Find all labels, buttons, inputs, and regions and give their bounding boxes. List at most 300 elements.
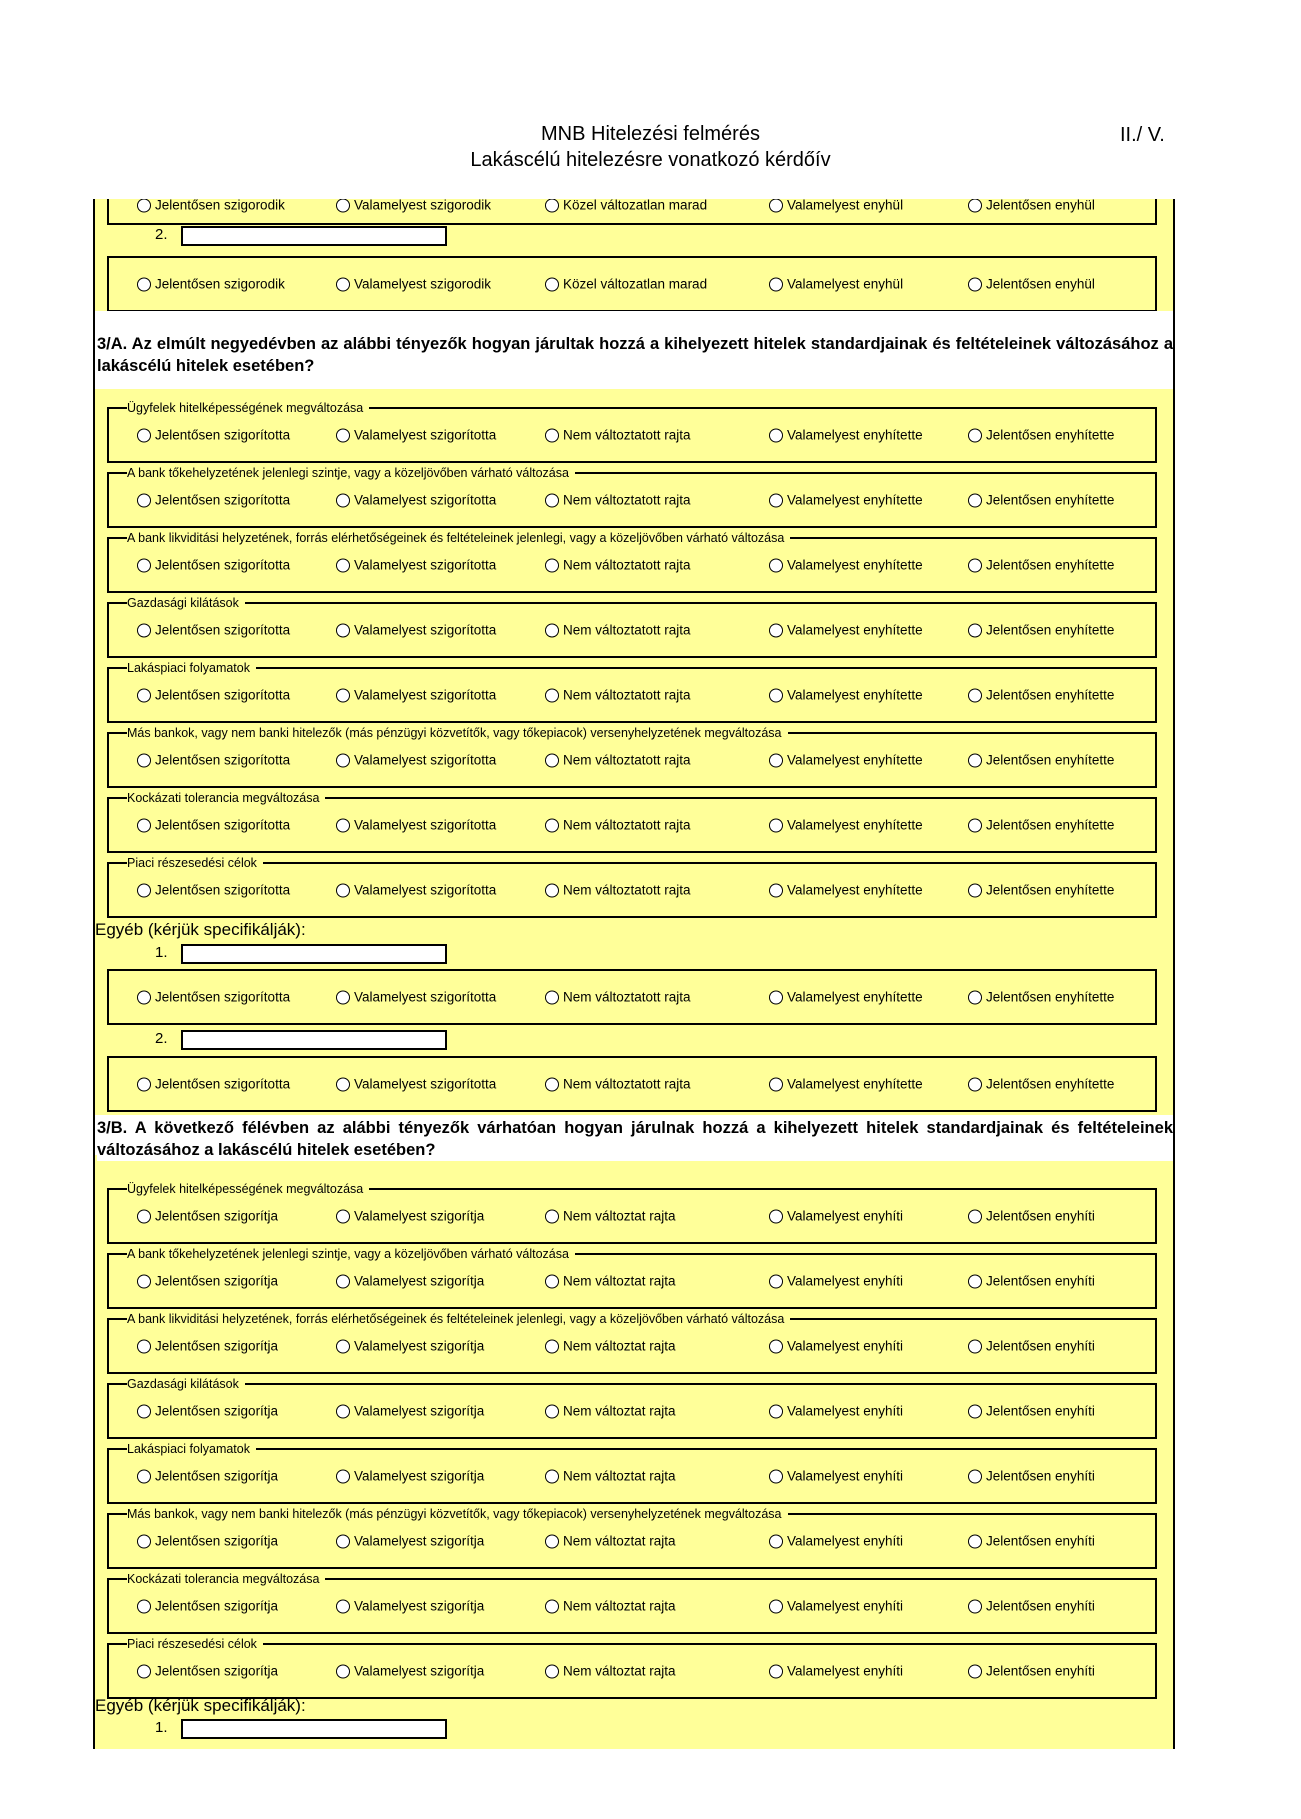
radio-button-icon[interactable] xyxy=(336,990,350,1004)
radio-option[interactable] xyxy=(137,1339,278,1354)
radio-button-icon[interactable] xyxy=(769,753,783,767)
radio-option[interactable] xyxy=(137,493,290,508)
factor-label: A bank likviditási helyzetének, forrás elérhetőségeinek és feltételeinek jelenlegi, vagy a közeljövőben várható változása xyxy=(127,1311,790,1327)
radio-option[interactable] xyxy=(769,1077,923,1092)
radio-option-label: Jelentősen enyhíti xyxy=(986,1403,1095,1419)
radio-option[interactable] xyxy=(769,493,923,508)
radio-option[interactable] xyxy=(336,753,496,768)
radio-button-icon[interactable] xyxy=(968,990,982,1004)
radio-option[interactable] xyxy=(545,1469,676,1484)
radio-option-label: Valamelyest enyhül xyxy=(787,276,904,292)
radio-option[interactable] xyxy=(137,1209,278,1224)
radio-button-icon[interactable] xyxy=(336,1599,350,1613)
field-number: 1. xyxy=(155,1719,168,1736)
radio-option[interactable] xyxy=(137,428,290,443)
radio-option[interactable] xyxy=(968,1274,1095,1289)
radio-option[interactable] xyxy=(769,1469,903,1484)
factor-label: Lakáspiaci folyamatok xyxy=(127,1441,256,1457)
radio-option[interactable] xyxy=(968,1469,1095,1484)
radio-button-icon[interactable] xyxy=(769,623,783,637)
radio-option[interactable] xyxy=(336,1339,484,1354)
radio-button-icon[interactable] xyxy=(769,818,783,832)
radio-option-label: Valamelyest enyhíti xyxy=(787,1468,904,1484)
radio-button-icon[interactable] xyxy=(137,753,151,767)
radio-button-icon[interactable] xyxy=(769,1077,783,1091)
radio-button-icon[interactable] xyxy=(968,1274,982,1288)
radio-button-icon[interactable] xyxy=(137,688,151,702)
radio-button-icon[interactable] xyxy=(545,1274,559,1288)
factor-group xyxy=(107,856,1157,918)
radio-option-label: Nem változtatott rajta xyxy=(563,622,691,638)
radio-button-icon[interactable] xyxy=(137,1469,151,1483)
radio-button-icon[interactable] xyxy=(336,1339,350,1353)
radio-button-icon[interactable] xyxy=(336,1664,350,1678)
radio-option-label: Jelentősen enyhítette xyxy=(986,427,1115,443)
radio-option[interactable] xyxy=(968,1599,1095,1614)
radio-option[interactable] xyxy=(336,623,496,638)
radio-option[interactable] xyxy=(968,623,1114,638)
radio-option[interactable] xyxy=(336,199,491,213)
radio-button-icon[interactable] xyxy=(968,1469,982,1483)
radio-button-icon[interactable] xyxy=(545,623,559,637)
other-label: Egyéb (kérjük specifikálják): xyxy=(95,920,306,939)
radio-option[interactable] xyxy=(968,1664,1095,1679)
radio-button-icon[interactable] xyxy=(336,818,350,832)
field-number: 2. xyxy=(155,226,168,243)
radio-option[interactable] xyxy=(545,818,691,833)
radio-option-label: Jelentősen enyhíti xyxy=(986,1468,1095,1484)
radio-option[interactable] xyxy=(968,1534,1095,1549)
radio-option[interactable] xyxy=(769,1274,903,1289)
radio-option[interactable] xyxy=(137,818,290,833)
radio-button-icon[interactable] xyxy=(769,1404,783,1418)
radio-button-icon[interactable] xyxy=(545,558,559,572)
radio-button-icon[interactable] xyxy=(968,1664,982,1678)
radio-option[interactable] xyxy=(968,1077,1114,1092)
radio-option[interactable] xyxy=(968,277,1095,292)
radio-option[interactable] xyxy=(968,428,1114,443)
radio-option-label: Nem változtat rajta xyxy=(563,1273,676,1289)
radio-button-icon[interactable] xyxy=(545,990,559,1004)
radio-option[interactable] xyxy=(336,1404,484,1419)
radio-button-icon[interactable] xyxy=(336,493,350,507)
radio-option[interactable] xyxy=(137,558,290,573)
radio-button-icon[interactable] xyxy=(968,1077,982,1091)
radio-option[interactable] xyxy=(968,753,1114,768)
radio-option[interactable] xyxy=(769,1339,903,1354)
radio-option[interactable] xyxy=(336,558,496,573)
radio-button-icon[interactable] xyxy=(137,1664,151,1678)
question-text: 3/A. Az elmúlt negyedévben az alábbi tényezők hogyan járultak hozzá a kihelyezett hitelek standardjainak és feltételeinek változásához a lakáscélú hitelek esetében? xyxy=(97,335,1173,375)
radio-button-icon[interactable] xyxy=(769,558,783,572)
radio-button-icon[interactable] xyxy=(545,199,559,212)
radio-option-label: Valamelyest szigorítja xyxy=(354,1468,485,1484)
factor-label: Más bankok, vagy nem banki hitelezők (más pénzügyi közvetítők, vagy tőkepiacok) versenyhelyzetének megváltozása xyxy=(127,1506,788,1522)
factor-label: A bank likviditási helyzetének, forrás elérhetőségeinek és feltételeinek jelenlegi, vagy a közeljövőben várható változása xyxy=(127,530,790,546)
radio-option-label: Jelentősen enyhítette xyxy=(986,622,1115,638)
radio-option[interactable] xyxy=(968,558,1114,573)
radio-option-label: Jelentősen enyhíti xyxy=(986,1338,1095,1354)
radio-option[interactable] xyxy=(968,818,1114,833)
radio-option-label: Valamelyest enyhítette xyxy=(787,989,923,1005)
radio-option-label: Jelentősen enyhítette xyxy=(986,1076,1115,1092)
radio-option[interactable] xyxy=(137,1077,290,1092)
page-title: MNB Hitelezési felmérés xyxy=(541,123,760,145)
radio-option-label: Jelentősen szigorította xyxy=(155,817,291,833)
radio-option[interactable] xyxy=(968,1209,1095,1224)
factor-group xyxy=(107,466,1157,528)
radio-option-label: Nem változtatott rajta xyxy=(563,687,691,703)
factor-label: A bank tőkehelyzetének jelenlegi szintje, vagy a közeljövőben várható változása xyxy=(127,465,575,481)
radio-option-label: Közel változatlan marad xyxy=(563,199,708,213)
radio-option[interactable] xyxy=(769,199,903,213)
radio-button-icon[interactable] xyxy=(137,558,151,572)
factor-group xyxy=(107,726,1157,788)
factor-label: Piaci részesedési célok xyxy=(127,1636,263,1652)
radio-button-icon[interactable] xyxy=(137,1077,151,1091)
radio-option[interactable] xyxy=(968,688,1114,703)
radio-option-label: Jelentősen enyhíti xyxy=(986,1273,1095,1289)
radio-option[interactable] xyxy=(545,1339,676,1354)
radio-option[interactable] xyxy=(336,1599,484,1614)
radio-button-icon[interactable] xyxy=(545,1339,559,1353)
radio-option-label: Valamelyest szigorítja xyxy=(354,1598,485,1614)
radio-option[interactable] xyxy=(769,623,923,638)
radio-button-icon[interactable] xyxy=(545,688,559,702)
radio-button-icon[interactable] xyxy=(336,1534,350,1548)
radio-option[interactable] xyxy=(545,1599,676,1614)
radio-option-label: Jelentősen enyhíti xyxy=(986,1533,1095,1549)
radio-option[interactable] xyxy=(336,493,496,508)
radio-option-label: Valamelyest szigorította xyxy=(354,492,497,508)
factor-label: Ügyfelek hitelképességének megváltozása xyxy=(127,400,369,416)
radio-option-label: Valamelyest enyhíti xyxy=(787,1598,904,1614)
radio-option[interactable] xyxy=(545,623,691,638)
option-group xyxy=(107,969,1157,1025)
left-border xyxy=(93,199,95,1749)
radio-button-icon[interactable] xyxy=(545,277,559,291)
radio-option-label: Valamelyest szigorítja xyxy=(354,1403,485,1419)
radio-button-icon[interactable] xyxy=(769,883,783,897)
factor-label: Ügyfelek hitelképességének megváltozása xyxy=(127,1181,369,1197)
radio-option-label: Jelentősen szigorítja xyxy=(155,1273,279,1289)
radio-option[interactable] xyxy=(545,883,691,898)
radio-option[interactable] xyxy=(336,277,491,292)
radio-option[interactable] xyxy=(769,818,923,833)
radio-button-icon[interactable] xyxy=(137,883,151,897)
radio-option[interactable] xyxy=(545,558,691,573)
radio-button-icon[interactable] xyxy=(336,883,350,897)
specify-input[interactable] xyxy=(181,226,447,246)
factor-group xyxy=(107,661,1157,723)
radio-button-icon[interactable] xyxy=(769,277,783,291)
radio-button-icon[interactable] xyxy=(137,1404,151,1418)
radio-option[interactable] xyxy=(336,883,496,898)
radio-button-icon[interactable] xyxy=(968,688,982,702)
radio-button-icon[interactable] xyxy=(336,753,350,767)
field-number: 2. xyxy=(155,1030,168,1047)
specify-input[interactable] xyxy=(181,1719,447,1739)
radio-option-label: Jelentősen szigorította xyxy=(155,882,291,898)
radio-option[interactable] xyxy=(968,199,1095,213)
radio-option-label: Jelentősen szigorítja xyxy=(155,1338,279,1354)
radio-option[interactable] xyxy=(137,1404,278,1419)
radio-option-label: Nem változtat rajta xyxy=(563,1208,676,1224)
radio-option-label: Valamelyest enyhítette xyxy=(787,1076,923,1092)
radio-option[interactable] xyxy=(769,558,923,573)
radio-option[interactable] xyxy=(137,199,285,213)
radio-option[interactable] xyxy=(545,1664,676,1679)
factor-group xyxy=(107,1507,1157,1569)
radio-button-icon[interactable] xyxy=(968,428,982,442)
radio-button-icon[interactable] xyxy=(137,1339,151,1353)
radio-option[interactable] xyxy=(336,1077,496,1092)
radio-option-label: Nem változtat rajta xyxy=(563,1338,676,1354)
radio-button-icon[interactable] xyxy=(137,1534,151,1548)
radio-option[interactable] xyxy=(545,1077,691,1092)
radio-button-icon[interactable] xyxy=(137,1209,151,1223)
radio-option-label: Jelentősen szigorítja xyxy=(155,1208,279,1224)
radio-button-icon[interactable] xyxy=(336,199,350,212)
radio-option[interactable] xyxy=(137,1469,278,1484)
radio-option[interactable] xyxy=(968,990,1114,1005)
factor-group xyxy=(107,1377,1157,1439)
radio-option-label: Valamelyest enyhítette xyxy=(787,492,923,508)
radio-option-label: Jelentősen szigorodik xyxy=(155,276,285,292)
radio-option-label: Jelentősen szigorította xyxy=(155,752,291,768)
radio-button-icon[interactable] xyxy=(336,1274,350,1288)
radio-button-icon[interactable] xyxy=(968,558,982,572)
factor-group xyxy=(107,1247,1157,1309)
radio-button-icon[interactable] xyxy=(968,1534,982,1548)
factor-label: Gazdasági kilátások xyxy=(127,1376,245,1392)
factor-group xyxy=(107,401,1157,463)
radio-button-icon[interactable] xyxy=(137,277,151,291)
radio-option-label: Jelentősen enyhül xyxy=(986,199,1095,213)
radio-option[interactable] xyxy=(545,1209,676,1224)
radio-option-label: Jelentősen szigorította xyxy=(155,1076,291,1092)
radio-option-label: Valamelyest szigorítja xyxy=(354,1338,485,1354)
radio-option-label: Valamelyest szigorítja xyxy=(354,1663,485,1679)
radio-option[interactable] xyxy=(336,1209,484,1224)
radio-button-icon[interactable] xyxy=(769,493,783,507)
radio-option-label: Jelentősen enyhíti xyxy=(986,1663,1095,1679)
radio-option[interactable] xyxy=(769,1664,903,1679)
radio-option-label: Valamelyest szigorítja xyxy=(354,1273,485,1289)
radio-option-label: Valamelyest szigorodik xyxy=(354,199,492,213)
radio-option[interactable] xyxy=(545,493,691,508)
radio-option[interactable] xyxy=(769,753,923,768)
radio-option[interactable] xyxy=(336,688,496,703)
radio-button-icon[interactable] xyxy=(137,428,151,442)
radio-button-icon[interactable] xyxy=(545,1209,559,1223)
radio-button-icon[interactable] xyxy=(968,1339,982,1353)
radio-button-icon[interactable] xyxy=(769,1599,783,1613)
radio-button-icon[interactable] xyxy=(336,277,350,291)
radio-option[interactable] xyxy=(769,883,923,898)
radio-button-icon[interactable] xyxy=(336,688,350,702)
radio-option[interactable] xyxy=(545,199,707,213)
radio-option[interactable] xyxy=(769,1404,903,1419)
radio-option[interactable] xyxy=(137,277,285,292)
radio-option[interactable] xyxy=(545,688,691,703)
radio-option[interactable] xyxy=(545,753,691,768)
radio-option[interactable] xyxy=(336,990,496,1005)
radio-option-label: Valamelyest szigorította xyxy=(354,557,497,573)
radio-button-icon[interactable] xyxy=(769,688,783,702)
radio-option-label: Valamelyest enyhíti xyxy=(787,1208,904,1224)
radio-option[interactable] xyxy=(137,1599,278,1614)
radio-option-label: Jelentősen enyhítette xyxy=(986,687,1115,703)
radio-option[interactable] xyxy=(137,623,290,638)
radio-button-icon[interactable] xyxy=(545,753,559,767)
radio-option-label: Valamelyest szigorítja xyxy=(354,1533,485,1549)
radio-option[interactable] xyxy=(769,1209,903,1224)
radio-option[interactable] xyxy=(137,688,290,703)
radio-button-icon[interactable] xyxy=(545,428,559,442)
radio-button-icon[interactable] xyxy=(769,428,783,442)
radio-option-label: Jelentősen enyhítette xyxy=(986,557,1115,573)
radio-option-label: Valamelyest enyhítette xyxy=(787,752,923,768)
radio-option-label: Jelentősen szigorította xyxy=(155,622,291,638)
radio-option[interactable] xyxy=(137,1534,278,1549)
radio-button-icon[interactable] xyxy=(968,883,982,897)
radio-option-label: Jelentősen enyhítette xyxy=(986,817,1115,833)
radio-button-icon[interactable] xyxy=(769,1469,783,1483)
radio-option-label: Nem változtatott rajta xyxy=(563,1076,691,1092)
radio-button-icon[interactable] xyxy=(545,1469,559,1483)
factor-label: Kockázati tolerancia megváltozása xyxy=(127,1571,325,1587)
radio-option-label: Jelentősen enyhíti xyxy=(986,1598,1095,1614)
factor-group xyxy=(107,791,1157,853)
option-group xyxy=(107,1056,1157,1112)
radio-option[interactable] xyxy=(769,428,923,443)
radio-option[interactable] xyxy=(137,1664,278,1679)
radio-option[interactable] xyxy=(336,428,496,443)
radio-button-icon[interactable] xyxy=(968,277,982,291)
radio-button-icon[interactable] xyxy=(336,1404,350,1418)
radio-button-icon[interactable] xyxy=(769,199,783,212)
radio-button-icon[interactable] xyxy=(968,493,982,507)
radio-button-icon[interactable] xyxy=(769,1274,783,1288)
radio-button-icon[interactable] xyxy=(336,1209,350,1223)
radio-option-label: Nem változtatott rajta xyxy=(563,752,691,768)
radio-option[interactable] xyxy=(545,277,707,292)
radio-option[interactable] xyxy=(137,990,290,1005)
radio-button-icon[interactable] xyxy=(137,818,151,832)
radio-option-label: Jelentősen szigorította xyxy=(155,687,291,703)
radio-button-icon[interactable] xyxy=(336,428,350,442)
radio-button-icon[interactable] xyxy=(545,1664,559,1678)
radio-option-label: Nem változtat rajta xyxy=(563,1468,676,1484)
radio-option[interactable] xyxy=(545,1534,676,1549)
radio-option-label: Jelentősen enyhíti xyxy=(986,1208,1095,1224)
radio-button-icon[interactable] xyxy=(545,1404,559,1418)
radio-option[interactable] xyxy=(545,990,691,1005)
radio-option[interactable] xyxy=(545,1404,676,1419)
radio-button-icon[interactable] xyxy=(769,1339,783,1353)
radio-button-icon[interactable] xyxy=(545,493,559,507)
specify-input[interactable] xyxy=(181,1030,447,1050)
radio-option[interactable] xyxy=(545,1274,676,1289)
page-number: II./ V. xyxy=(1120,124,1165,146)
radio-button-icon[interactable] xyxy=(137,990,151,1004)
radio-option[interactable] xyxy=(968,1404,1095,1419)
question-text: 3/B. A következő félévben az alábbi tényezők várhatóan hogyan járulnak hozzá a kihelyezett hitelek standardjainak és feltételeinek változásához a lakáscélú hitelek esetében? xyxy=(97,1119,1173,1159)
radio-option[interactable] xyxy=(968,1339,1095,1354)
radio-button-icon[interactable] xyxy=(545,818,559,832)
radio-button-icon[interactable] xyxy=(769,1209,783,1223)
radio-option[interactable] xyxy=(336,1274,484,1289)
radio-button-icon[interactable] xyxy=(336,623,350,637)
radio-button-icon[interactable] xyxy=(968,753,982,767)
radio-option[interactable] xyxy=(137,753,290,768)
radio-button-icon[interactable] xyxy=(545,1077,559,1091)
radio-option[interactable] xyxy=(968,883,1114,898)
radio-button-icon[interactable] xyxy=(137,1599,151,1613)
radio-option-label: Valamelyest enyhítette xyxy=(787,427,923,443)
radio-option[interactable] xyxy=(769,277,903,292)
radio-button-icon[interactable] xyxy=(968,1404,982,1418)
radio-option[interactable] xyxy=(336,1664,484,1679)
radio-option[interactable] xyxy=(968,493,1114,508)
radio-option[interactable] xyxy=(769,990,923,1005)
radio-option[interactable] xyxy=(769,688,923,703)
radio-option[interactable] xyxy=(137,883,290,898)
radio-option-label: Közel változatlan marad xyxy=(563,276,708,292)
radio-option-label: Nem változtatott rajta xyxy=(563,492,691,508)
radio-option[interactable] xyxy=(336,1469,484,1484)
radio-button-icon[interactable] xyxy=(137,199,151,212)
factor-label: A bank tőkehelyzetének jelenlegi szintje, vagy a közeljövőben várható változása xyxy=(127,1246,575,1262)
radio-button-icon[interactable] xyxy=(769,1664,783,1678)
radio-option-label: Nem változtatott rajta xyxy=(563,427,691,443)
radio-option-label: Jelentősen enyhítette xyxy=(986,882,1115,898)
radio-button-icon[interactable] xyxy=(968,623,982,637)
factor-label: Lakáspiaci folyamatok xyxy=(127,660,256,676)
radio-button-icon[interactable] xyxy=(336,1469,350,1483)
radio-button-icon[interactable] xyxy=(545,1534,559,1548)
radio-button-icon[interactable] xyxy=(545,1599,559,1613)
radio-option[interactable] xyxy=(336,1534,484,1549)
radio-button-icon[interactable] xyxy=(137,1274,151,1288)
radio-option[interactable] xyxy=(137,1274,278,1289)
radio-button-icon[interactable] xyxy=(968,1209,982,1223)
factor-group xyxy=(107,1572,1157,1634)
radio-button-icon[interactable] xyxy=(336,558,350,572)
radio-button-icon[interactable] xyxy=(968,1599,982,1613)
radio-option[interactable] xyxy=(336,818,496,833)
radio-button-icon[interactable] xyxy=(137,493,151,507)
radio-button-icon[interactable] xyxy=(968,818,982,832)
radio-button-icon[interactable] xyxy=(545,883,559,897)
radio-button-icon[interactable] xyxy=(769,1534,783,1548)
radio-option-label: Jelentősen szigorítja xyxy=(155,1663,279,1679)
radio-button-icon[interactable] xyxy=(137,623,151,637)
radio-button-icon[interactable] xyxy=(968,199,982,212)
radio-option[interactable] xyxy=(545,428,691,443)
radio-button-icon[interactable] xyxy=(769,990,783,1004)
factor-group xyxy=(107,531,1157,593)
radio-option[interactable] xyxy=(769,1534,903,1549)
specify-input[interactable] xyxy=(181,944,447,964)
factor-label: Piaci részesedési célok xyxy=(127,855,263,871)
radio-button-icon[interactable] xyxy=(336,1077,350,1091)
radio-option-label: Jelentősen szigorította xyxy=(155,557,291,573)
radio-option-label: Jelentősen szigorította xyxy=(155,492,291,508)
factor-label: Kockázati tolerancia megváltozása xyxy=(127,790,325,806)
radio-option[interactable] xyxy=(769,1599,903,1614)
